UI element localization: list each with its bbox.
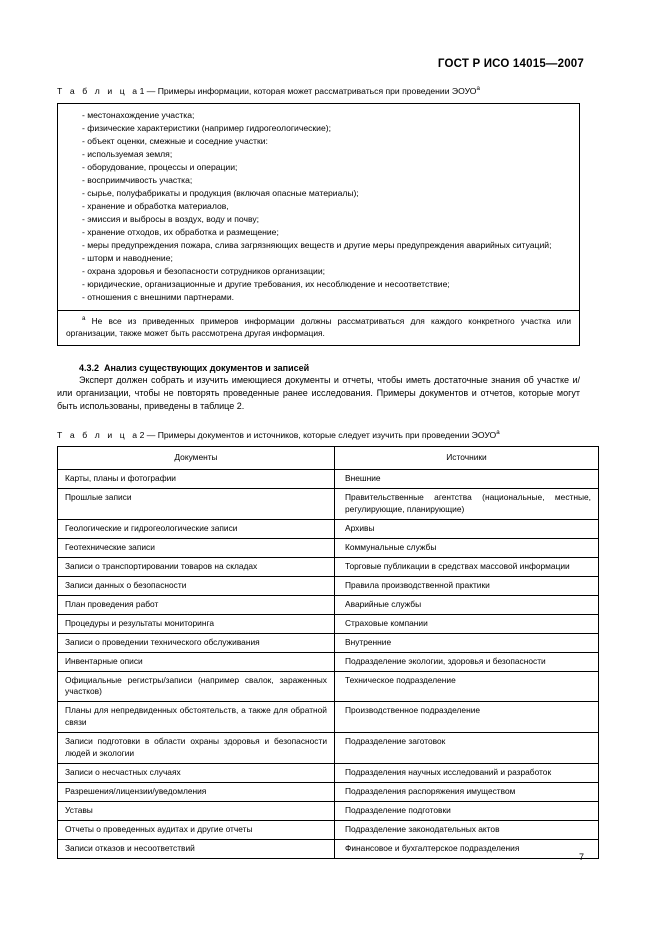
table-row — [58, 652, 599, 671]
list-item: - сырье, полуфабрикаты и продукция (включая опасные материалы); — [82, 187, 359, 198]
list-item: - оборудование, процессы и операции; — [82, 161, 238, 172]
cell-source: Финансовое и бухгалтерское подразделения — [335, 839, 599, 858]
cell-source: Архивы — [335, 520, 599, 539]
cell-document: Планы для непредвиденных обстоятельств, а также для обратной связи — [58, 702, 335, 733]
cell-source: Производственное подразделение — [335, 702, 599, 733]
table2-caption-text: — Примеры документов и источников, которые следует изучить при проведении ЭОУО — [144, 429, 497, 440]
list-item: - местонахождение участка; — [82, 109, 195, 120]
table2-caption — [57, 430, 580, 442]
cell-source: Подразделение подготовки — [335, 801, 599, 820]
table2-head — [58, 447, 599, 470]
table2 — [57, 446, 599, 858]
cell-source: Правила производственной практики — [335, 576, 599, 595]
cell-document: Записи о проведении технического обслуживания — [58, 633, 335, 652]
section-heading — [57, 363, 580, 373]
cell-source: Аварийные службы — [335, 595, 599, 614]
table-row — [58, 576, 599, 595]
cell-source: Страховые компании — [335, 614, 599, 633]
column-header-documents: Документы — [58, 447, 335, 470]
cell-document: План проведения работ — [58, 595, 335, 614]
section-4-3-2 — [57, 363, 580, 413]
cell-document: Геотехнические записи — [58, 539, 335, 558]
table2-caption-prefix: Т а б л и ц а — [57, 429, 140, 440]
cell-source: Внутренние — [335, 633, 599, 652]
table2-block — [57, 429, 591, 859]
table-row — [58, 489, 599, 520]
section-title: Анализ существующих документов и записей — [104, 362, 310, 373]
cell-source: Подразделения распоряжения имуществом — [335, 783, 599, 802]
table1-list — [58, 104, 579, 310]
list-item: - шторм и наводнение; — [82, 253, 173, 264]
table2-caption-number: 2 — [139, 429, 145, 440]
table-row — [58, 470, 599, 489]
cell-source: Коммунальные службы — [335, 539, 599, 558]
cell-document: Прошлые записи — [58, 489, 335, 520]
cell-source: Подразделения научных исследований и разработок — [335, 764, 599, 783]
table1-footnote-text: Не все из приведенных примеров информации должны рассматриваться для каждого конкретного участка или организации, также может быть рассмотрена другая информация. — [66, 315, 571, 339]
list-item: - охрана здоровья и безопасности сотрудников организации; — [82, 266, 326, 277]
table1 — [57, 103, 580, 346]
cell-source: Подразделение законодательных актов — [335, 820, 599, 839]
table2-caption-footnote-marker: a — [496, 429, 500, 437]
cell-document: Инвентарные описи — [58, 652, 335, 671]
table-row — [58, 539, 599, 558]
cell-document: Записи подготовки в области охраны здоровья и безопасности людей и экологии — [58, 733, 335, 764]
table1-caption-prefix: Т а б л и ц а — [57, 86, 140, 96]
cell-document: Отчеты о проведенных аудитах и другие отчеты — [58, 820, 335, 839]
table-row — [58, 702, 599, 733]
list-item: - восприимчивость участка; — [82, 174, 193, 185]
table-row — [58, 839, 599, 858]
cell-source: Подразделение заготовок — [335, 733, 599, 764]
list-item: - используемая земля; — [82, 148, 173, 159]
cell-document: Разрешения/лицензии/уведомления — [58, 783, 335, 802]
table1-caption — [57, 86, 580, 98]
table-row — [58, 801, 599, 820]
cell-source: Техническое подразделение — [335, 671, 599, 702]
list-item: - юридические, организационные и другие требования, их несоблюдение и несоответствие; — [82, 279, 450, 290]
cell-document: Геологические и гидрогеологические записи — [58, 520, 335, 539]
column-header-sources: Источники — [335, 447, 599, 470]
standard-header: ГОСТ Р ИСО 14015—2007 — [437, 58, 584, 70]
list-item: - хранение и обработка материалов, — [82, 201, 229, 212]
table1-caption-number: 1 — [139, 86, 145, 96]
table-header-row — [58, 447, 599, 470]
section-number: 4.3.2 — [79, 362, 100, 373]
list-item: - объект оценки, смежные и соседние участки: — [82, 135, 268, 146]
cell-document: Уставы — [58, 801, 335, 820]
table-row — [58, 614, 599, 633]
page-content — [57, 85, 591, 859]
cell-source: Торговые публикации в средствах массовой информации — [335, 558, 599, 577]
table-row — [58, 671, 599, 702]
table1-footnote — [66, 315, 571, 340]
cell-source: Подразделение экологии, здоровья и безопасности — [335, 652, 599, 671]
table-row — [58, 733, 599, 764]
cell-source: Внешние — [335, 470, 599, 489]
section-paragraph: Эксперт должен собрать и изучить имеющиеся документы и отчеты, чтобы иметь достаточные знания об участке и/или организации, чтобы не повторять проведенные ранее исследования. Примеры документов и отчетов, которые могут быть использованы, приведены в таблице 2. — [57, 374, 580, 411]
page-number: 7 — [578, 852, 584, 862]
list-item: - хранение отходов, их обработка и размещение; — [82, 227, 279, 238]
cell-document: Карты, планы и фотографии — [58, 470, 335, 489]
table1-caption-text: — Примеры информации, которая может рассматриваться при проведении ЭОУО — [144, 86, 477, 96]
table1-footnote-marker: a — [82, 314, 86, 322]
cell-document: Записи о транспортировании товаров на складах — [58, 558, 335, 577]
cell-document: Записи данных о безопасности — [58, 576, 335, 595]
table-row — [58, 520, 599, 539]
table1-caption-footnote-marker: a — [476, 85, 480, 93]
table-row — [58, 595, 599, 614]
cell-document: Процедуры и результаты мониторинга — [58, 614, 335, 633]
table-row — [58, 783, 599, 802]
cell-document: Официальные регистры/записи (например свалок, зараженных участков) — [58, 671, 335, 702]
table-row — [58, 633, 599, 652]
cell-document: Записи о несчастных случаях — [58, 764, 335, 783]
table2-body — [58, 470, 599, 858]
table1-footnote-row — [58, 310, 579, 345]
list-item: - эмиссия и выбросы в воздух, воду и почву; — [82, 214, 260, 225]
list-item: - отношения с внешними партнерами. — [82, 292, 235, 303]
table-row — [58, 558, 599, 577]
table-row — [58, 820, 599, 839]
list-item: - физические характеристики (например гидрогеологические); — [82, 122, 331, 133]
cell-source: Правительственные агентства (национальные, местные, регулирующие, планирующие) — [335, 489, 599, 520]
cell-document: Записи отказов и несоответствий — [58, 839, 335, 858]
list-item: - меры предупреждения пожара, слива загрязняющих веществ и другие меры предупреждения аварийных ситуаций; — [82, 240, 552, 251]
table-row — [58, 764, 599, 783]
